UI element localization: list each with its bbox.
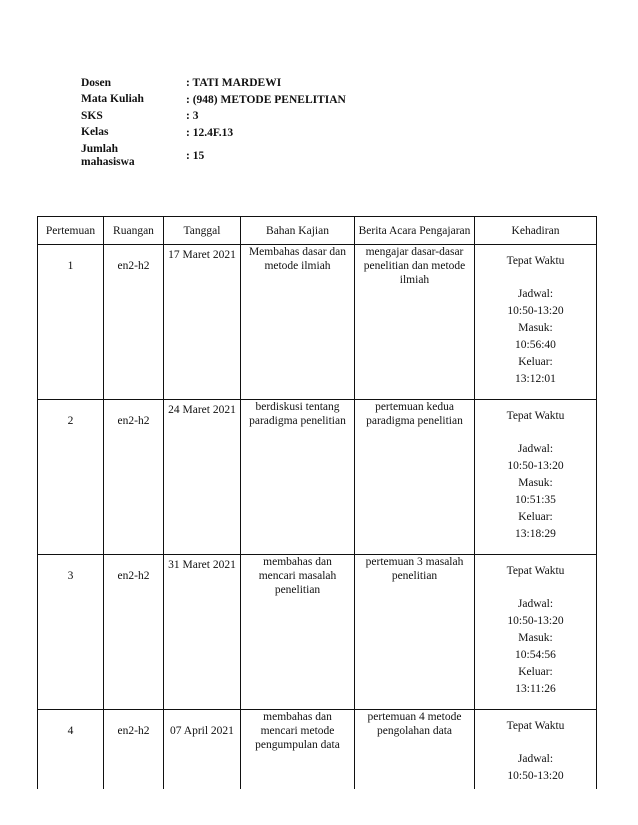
header-ruangan: Ruangan <box>104 217 164 245</box>
table-row <box>38 710 597 790</box>
table-header-row <box>38 217 597 245</box>
table-row <box>38 245 597 400</box>
info-row-dosen <box>81 75 346 92</box>
cell-bahan: membahas dan mencari metode pengumpulan data <box>241 710 355 790</box>
cell-ruangan: en2-h2 <box>104 555 164 710</box>
cell-tanggal: 31 Maret 2021 <box>164 555 241 710</box>
header-bahan-kajian: Bahan Kajian <box>241 217 355 245</box>
jadwal-value: 10:50-13:20 <box>507 615 564 627</box>
info-row-kelas <box>81 125 346 142</box>
masuk-label: Masuk: <box>518 322 553 334</box>
keluar-value: 13:18:29 <box>515 528 556 540</box>
jumlah-label-line2: mahasiswa <box>81 156 135 168</box>
cell-ruangan: en2-h2 <box>104 710 164 790</box>
jumlah-label <box>81 143 186 169</box>
keluar-label: Keluar: <box>518 356 553 368</box>
cell-pertemuan: 4 <box>38 710 104 790</box>
cell-bahan: membahas dan mencari masalah penelitian <box>241 555 355 710</box>
cell-kehadiran <box>475 400 597 555</box>
jadwal-label: Jadwal: <box>517 598 554 610</box>
cell-berita: mengajar dasar-dasar penelitian dan metode ilmiah <box>355 245 475 400</box>
matkul-label: Mata Kuliah <box>81 93 144 106</box>
cell-berita: pertemuan 4 metode pengolahan data <box>355 710 475 790</box>
cell-berita: pertemuan kedua paradigma penelitian <box>355 400 475 555</box>
table-row <box>38 555 597 710</box>
info-row-sks <box>81 108 346 125</box>
cell-pertemuan: 3 <box>38 555 104 710</box>
info-row-matkul <box>81 92 346 109</box>
status-text: Tepat Waktu <box>506 410 565 422</box>
keluar-value: 13:11:26 <box>515 683 556 695</box>
masuk-value: 10:54:56 <box>515 649 556 661</box>
keluar-label: Keluar: <box>518 511 553 523</box>
cell-pertemuan: 1 <box>38 245 104 400</box>
masuk-label: Masuk: <box>518 632 553 644</box>
cell-berita: pertemuan 3 masalah penelitian <box>355 555 475 710</box>
cell-kehadiran <box>475 245 597 400</box>
jumlah-label-line1: Jumlah <box>81 143 119 155</box>
jadwal-value: 10:50-13:20 <box>507 305 564 317</box>
cell-bahan: Membahas dasar dan metode ilmiah <box>241 245 355 400</box>
course-info <box>81 75 346 171</box>
keluar-value: 13:12:01 <box>515 373 556 385</box>
status-text: Tepat Waktu <box>506 565 565 577</box>
dosen-value: : TATI MARDEWI <box>186 77 282 90</box>
jadwal-value: 10:50-13:20 <box>507 770 564 782</box>
kelas-value: : 12.4F.13 <box>186 126 234 139</box>
masuk-label: Masuk: <box>518 477 553 489</box>
kelas-label: Kelas <box>81 126 109 139</box>
header-berita-acara: Berita Acara Pengajaran <box>355 217 475 245</box>
header-kehadiran: Kehadiran <box>475 217 597 245</box>
cell-tanggal: 24 Maret 2021 <box>164 400 241 555</box>
status-text: Tepat Waktu <box>506 255 565 267</box>
sks-label: SKS <box>81 109 103 122</box>
cell-bahan: berdiskusi tentang paradigma penelitian <box>241 400 355 555</box>
cell-ruangan: en2-h2 <box>104 400 164 555</box>
cell-pertemuan: 2 <box>38 400 104 555</box>
masuk-value: 10:56:40 <box>515 339 556 351</box>
jadwal-label: Jadwal: <box>517 443 554 455</box>
header-pertemuan: Pertemuan <box>38 217 104 245</box>
masuk-value: 10:51:35 <box>515 494 556 506</box>
keluar-label: Keluar: <box>518 666 553 678</box>
cell-tanggal: 17 Maret 2021 <box>164 245 241 400</box>
cell-tanggal: 07 April 2021 <box>164 710 241 790</box>
attendance-table <box>37 216 597 789</box>
jadwal-value: 10:50-13:20 <box>507 460 564 472</box>
info-row-jumlah <box>81 141 346 171</box>
table-row <box>38 400 597 555</box>
matkul-value: : (948) METODE PENELITIAN <box>186 93 346 106</box>
sks-value: : 3 <box>186 110 199 123</box>
jadwal-label: Jadwal: <box>517 753 554 765</box>
jumlah-value: : 15 <box>186 150 205 162</box>
jadwal-label: Jadwal: <box>517 288 554 300</box>
cell-kehadiran <box>475 555 597 710</box>
header-tanggal: Tanggal <box>164 217 241 245</box>
cell-ruangan: en2-h2 <box>104 245 164 400</box>
cell-kehadiran <box>475 710 597 790</box>
status-text: Tepat Waktu <box>506 720 565 732</box>
dosen-label: Dosen <box>81 76 112 89</box>
